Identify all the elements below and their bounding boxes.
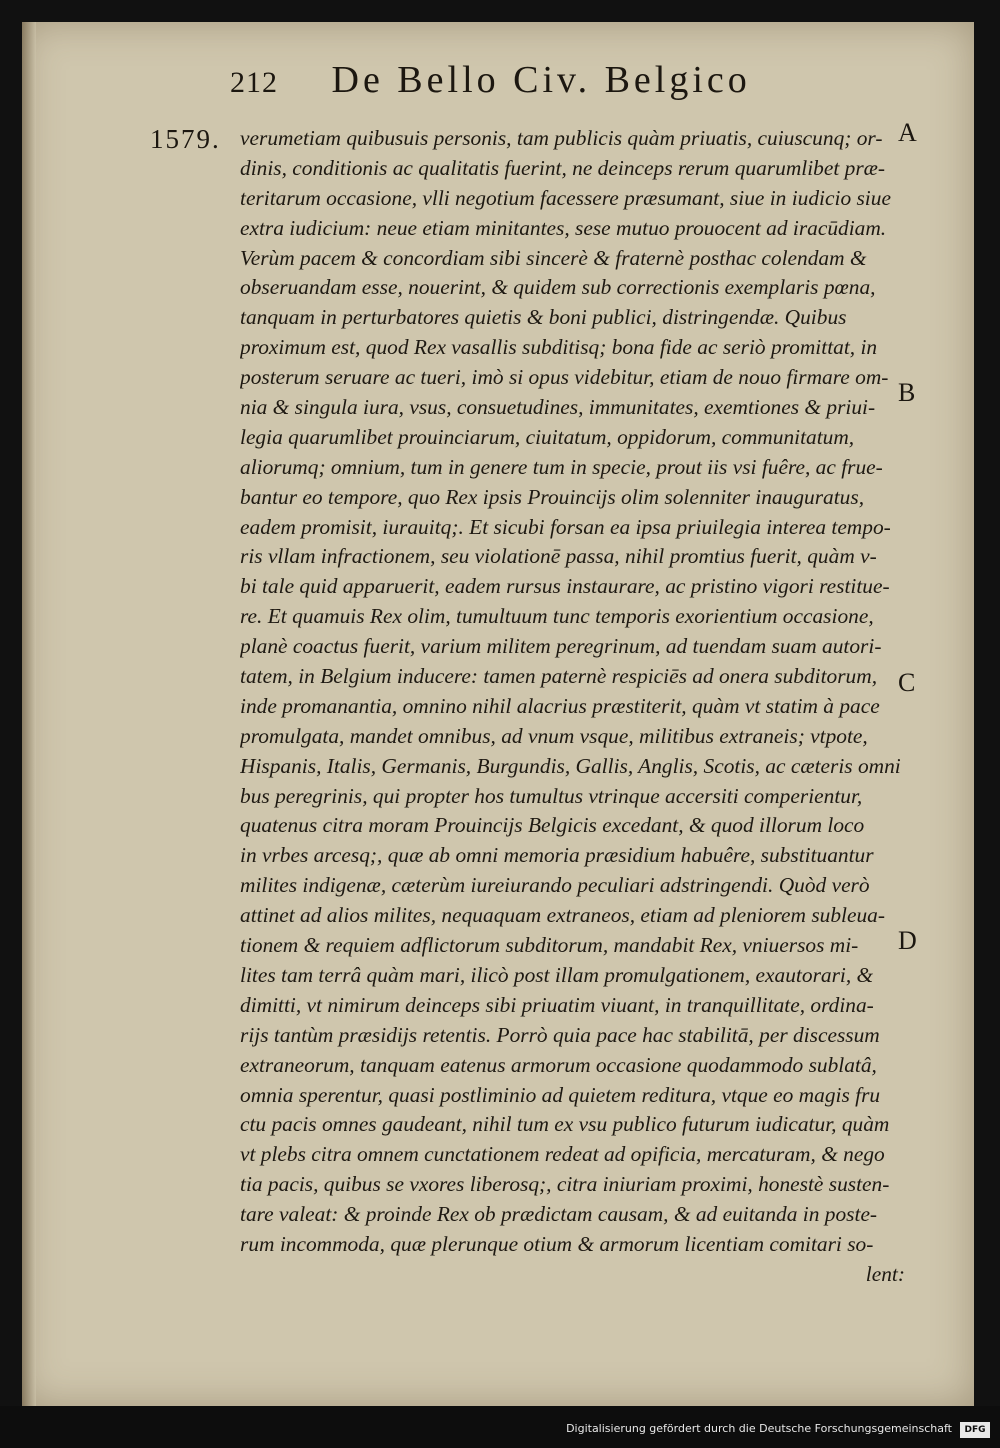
running-title: De Bello Civ. Belgico bbox=[331, 59, 751, 101]
text-line: dimitti, vt nimirum deinceps sibi priuatim viuant, in tranquillitate, ordina- bbox=[240, 992, 874, 1017]
margin-letter-d: D bbox=[898, 926, 917, 955]
catchword: lent: bbox=[865, 1261, 905, 1286]
text-line: obseruandam esse, nouerint, & quidem sub correctionis exemplaris pœna, bbox=[240, 275, 876, 300]
margin-letter-c: C bbox=[898, 668, 916, 697]
text-line: milites indigenæ, cæterùm iureiurando peculiari adstringendi. Quòd verò bbox=[240, 873, 870, 898]
funding-credit: Digitalisierung gefördert durch die Deutsche Forschungsgemeinschaft bbox=[566, 1422, 952, 1435]
text-line: bi tale quid apparuerit, eadem rursus instaurare, ac pristino vigori restitue- bbox=[240, 574, 890, 599]
text-line: lites tam terrâ quàm mari, ilicò post illam promulgationem, exautorari, & bbox=[240, 962, 874, 987]
text-line: re. Et quamuis Rex olim, tumultuum tunc temporis exorientium occasione, bbox=[240, 604, 874, 629]
margin-letter-b: B bbox=[898, 378, 916, 407]
text-line: ris vllam infractionem, seu violationē passa, nihil promtius fuerit, quàm v- bbox=[240, 544, 877, 569]
margin-letter-a: A bbox=[898, 118, 917, 147]
page-binding-shadow bbox=[22, 22, 36, 1406]
text-line: tia pacis, quibus se vxores liberosq;, citra iniuriam proximi, honestè susten- bbox=[240, 1172, 890, 1197]
text-line: tatem, in Belgium inducere: tamen paternè respiciēs ad onera subditorum, bbox=[240, 664, 878, 689]
text-line: tare valeat: & proinde Rex ob prædictam causam, & ad euitanda in poste- bbox=[240, 1202, 878, 1227]
text-line: Hispanis, Italis, Germanis, Burgundis, Gallis, Anglis, Scotis, ac cæteris omni bbox=[240, 753, 901, 778]
margin-year: 1579. bbox=[150, 124, 221, 154]
text-line: ctu pacis omnes gaudeant, nihil tum ex vsu publico futurum iudicatur, quàm bbox=[240, 1112, 890, 1137]
footer-bar bbox=[0, 1406, 1000, 1448]
text-line: teritarum occasione, vlli negotium facessere præsumant, siue in iudicio siue bbox=[240, 185, 891, 210]
text-line: omnia sperentur, quasi postliminio ad quietem reditura, vtque eo magis fru bbox=[240, 1082, 881, 1107]
text-line: in vrbes arcesq;, quæ ab omni memoria præsidium habuêre, substituantur bbox=[240, 843, 874, 868]
text-line: eadem promisit, iurauitq;. Et sicubi forsan ea ipsa priuilegia interea tempo- bbox=[240, 514, 891, 539]
text-line: attinet ad alios milites, nequaquam extraneos, etiam ad pleniorem subleua- bbox=[240, 903, 885, 928]
text-line: tionem & requiem adflictorum subditorum, mandabit Rex, vniuersos mi- bbox=[240, 933, 859, 958]
text-line: legia quarumlibet prouinciarum, ciuitatum, oppidorum, communitatum, bbox=[240, 424, 855, 449]
text-line: planè coactus fuerit, varium militem peregrinum, ad tuendam suam autori- bbox=[240, 634, 882, 659]
text-line: tanquam in perturbatores quietis & boni publici, distringendæ. Quibus bbox=[240, 305, 847, 330]
text-line: rum incommoda, quæ plerunque otium & armorum licentiam comitari so- bbox=[240, 1231, 874, 1256]
text-line: bantur eo tempore, quo Rex ipsis Prouincijs olim solenniter inauguratus, bbox=[240, 484, 865, 509]
text-line: vt plebs citra omnem cunctationem redeat ad opificia, mercaturam, & nego bbox=[240, 1142, 885, 1167]
dfg-logo-icon bbox=[960, 1422, 990, 1438]
text-line: bus peregrinis, qui propter hos tumultus vtrinque accersiti comperientur, bbox=[240, 783, 863, 808]
text-line: posterum seruare ac tueri, imò si opus videbitur, etiam de nouo firmare om- bbox=[240, 365, 889, 390]
text-line: verumetiam quibusuis personis, tam publicis quàm priuatis, cuiuscunq; or- bbox=[240, 126, 883, 150]
text-line: Verùm pacem & concordiam sibi sincerè & fraternè posthac colendam & bbox=[240, 245, 867, 270]
text-line: promulgata, mandet omnibus, ad vnum vsque, militibus extraneis; vtpote, bbox=[240, 723, 868, 748]
text-line: inde promanantia, omnino nihil alacrius præstiterit, quàm vt statim à pace bbox=[240, 693, 880, 718]
text-line: quatenus citra moram Prouincijs Belgicis excedant, & quod illorum loco bbox=[240, 813, 865, 838]
running-header bbox=[230, 58, 830, 102]
text-line: dinis, conditionis ac qualitatis fuerint, ne deinceps rerum quarumlibet præ- bbox=[240, 155, 886, 180]
text-line: aliorumq; omnium, tum in genere tum in specie, prout iis vsi fuêre, ac frue- bbox=[240, 454, 883, 479]
text-line: rijs tantùm præsidijs retentis. Porrò quia pace hac stabilitā, per discessum bbox=[240, 1022, 880, 1047]
text-line: nia & singula iura, vsus, consuetudines, immunitates, exemtiones & priui- bbox=[240, 395, 876, 420]
page-number: 212 bbox=[230, 66, 278, 99]
text-line: extra iudicium: neue etiam minitantes, sese mutuo prouocent ad iracūdiam. bbox=[240, 215, 887, 240]
text-line: extraneorum, tanquam eatenus armorum occasione quodammodo sublatâ, bbox=[240, 1052, 877, 1077]
dfg-logo-text: DFG bbox=[964, 1425, 986, 1435]
text-line: proximum est, quod Rex vasallis subditisq; bona fide ac seriò promittat, in bbox=[240, 335, 878, 360]
body-text bbox=[240, 124, 905, 1290]
